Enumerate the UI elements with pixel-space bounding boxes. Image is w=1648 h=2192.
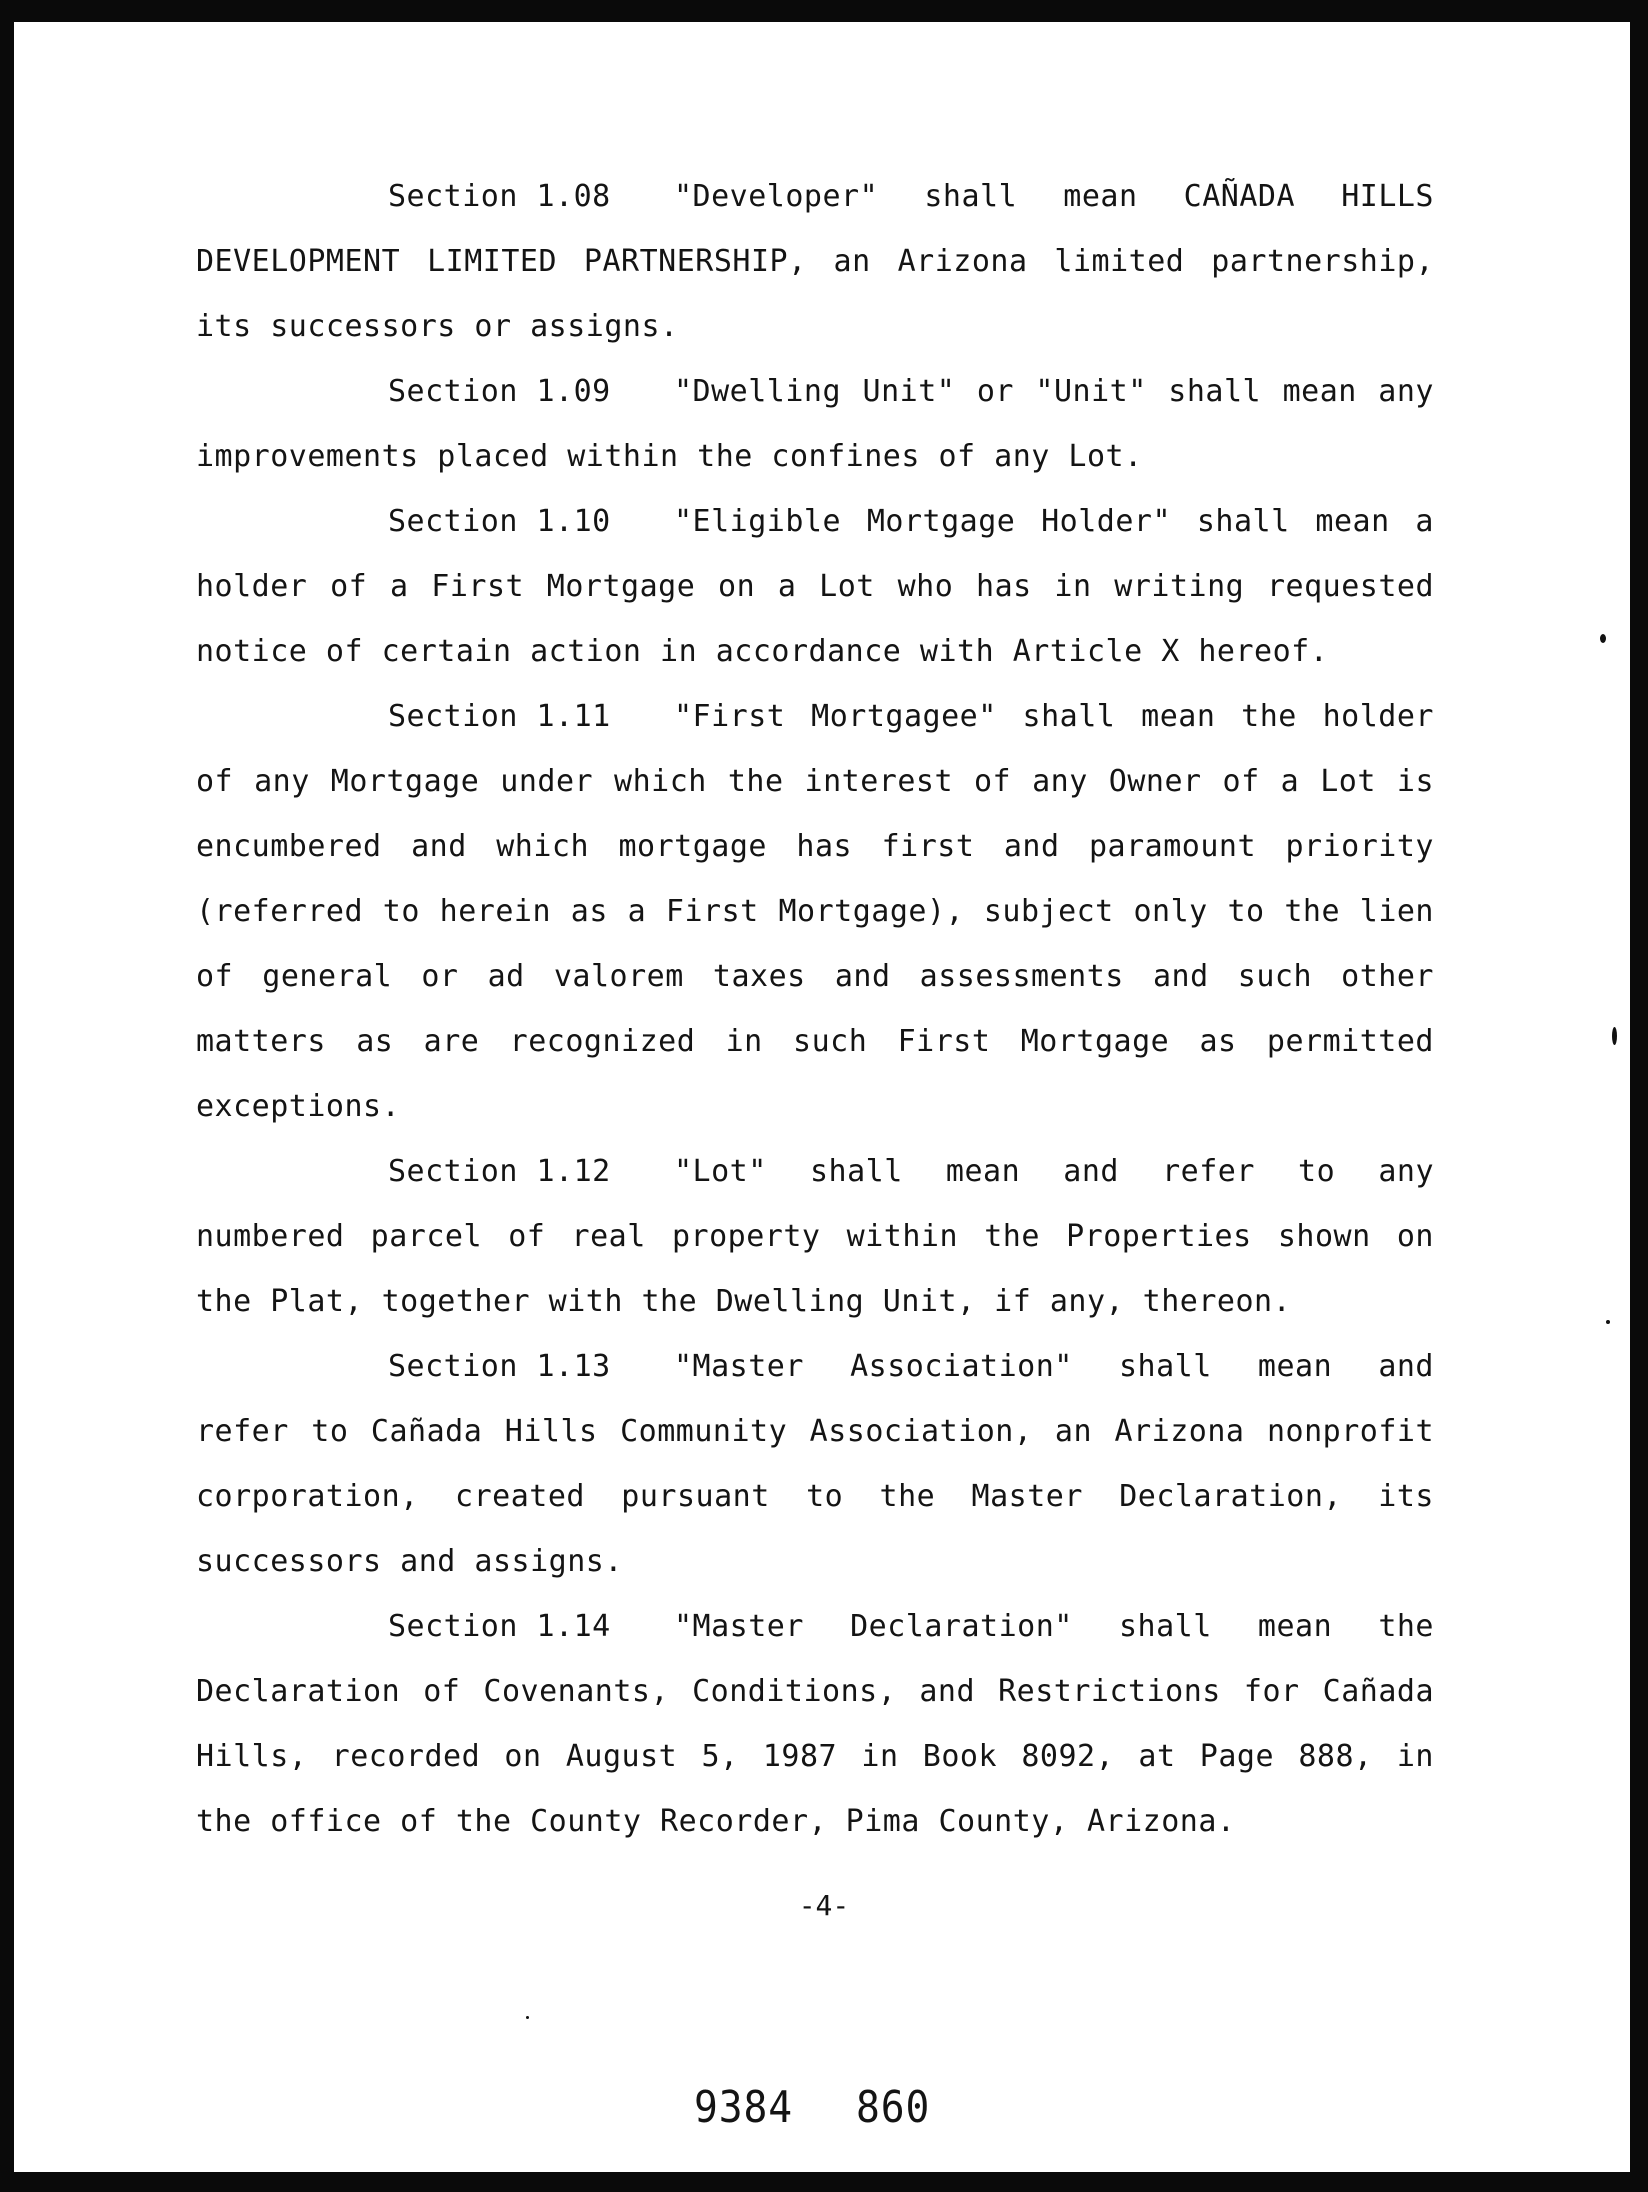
section-1-13 bbox=[196, 1334, 1434, 1594]
stamp-book-number: 9384 bbox=[694, 2082, 793, 2133]
document-body bbox=[196, 164, 1434, 1854]
section-number: Section 1.14 bbox=[388, 1609, 611, 1644]
section-number: Section 1.10 bbox=[388, 504, 611, 539]
section-text: "Eligible Mortgage Holder" shall mean a holder of a First Mortgage on a Lot who has in writing requested notice of certain action in accordance with Article X hereof. bbox=[196, 504, 1434, 669]
scan-speck bbox=[1606, 1320, 1610, 1324]
section-text: "Master Association" shall mean and refer to Cañada Hills Community Association, an Arizona nonprofit corporation, created pursuant to the Master Declaration, its successors and assigns. bbox=[196, 1349, 1434, 1579]
section-text: "Lot" shall mean and refer to any numbered parcel of real property within the Properties shown on the Plat, together with the Dwelling Unit, if any, thereon. bbox=[196, 1154, 1434, 1319]
recording-stamp bbox=[694, 2082, 930, 2133]
section-number: Section 1.13 bbox=[388, 1349, 611, 1384]
scan-speck bbox=[1600, 634, 1606, 643]
section-1-10 bbox=[196, 489, 1434, 684]
scan-speck bbox=[1612, 1027, 1617, 1045]
section-number: Section 1.08 bbox=[388, 179, 611, 214]
scan-speck bbox=[526, 2016, 529, 2019]
section-text: "First Mortgagee" shall mean the holder of any Mortgage under which the interest of any Owner of a Lot is encumbered and which mortgage has first and paramount priority (referred to herein as a First Mortgage), subject only to the lien of general or ad valorem taxes and assessments and such other matters as are recognized in such First Mortgage as permitted exceptions. bbox=[196, 699, 1434, 1124]
section-1-11 bbox=[196, 684, 1434, 1139]
section-1-12 bbox=[196, 1139, 1434, 1334]
section-number: Section 1.11 bbox=[388, 699, 611, 734]
stamp-page-number: 860 bbox=[855, 2082, 931, 2133]
section-1-09 bbox=[196, 359, 1434, 489]
page-number: -4- bbox=[798, 1889, 850, 1922]
section-text: "Dwelling Unit" or "Unit" shall mean any improvements placed within the confines of any Lot. bbox=[196, 374, 1434, 474]
section-number: Section 1.09 bbox=[388, 374, 611, 409]
section-1-14 bbox=[196, 1594, 1434, 1854]
section-number: Section 1.12 bbox=[388, 1154, 611, 1189]
section-text: "Master Declaration" shall mean the Declaration of Covenants, Conditions, and Restrictions for Cañada Hills, recorded on August 5, 1987 in Book 8092, at Page 888, in the office of the County Recorder, Pima County, Arizona. bbox=[196, 1609, 1434, 1839]
section-text: "Developer" shall mean CAÑADA HILLS DEVELOPMENT LIMITED PARTNERSHIP, an Arizona limited partnership, its successors or assigns. bbox=[196, 179, 1434, 344]
section-1-08 bbox=[196, 164, 1434, 359]
